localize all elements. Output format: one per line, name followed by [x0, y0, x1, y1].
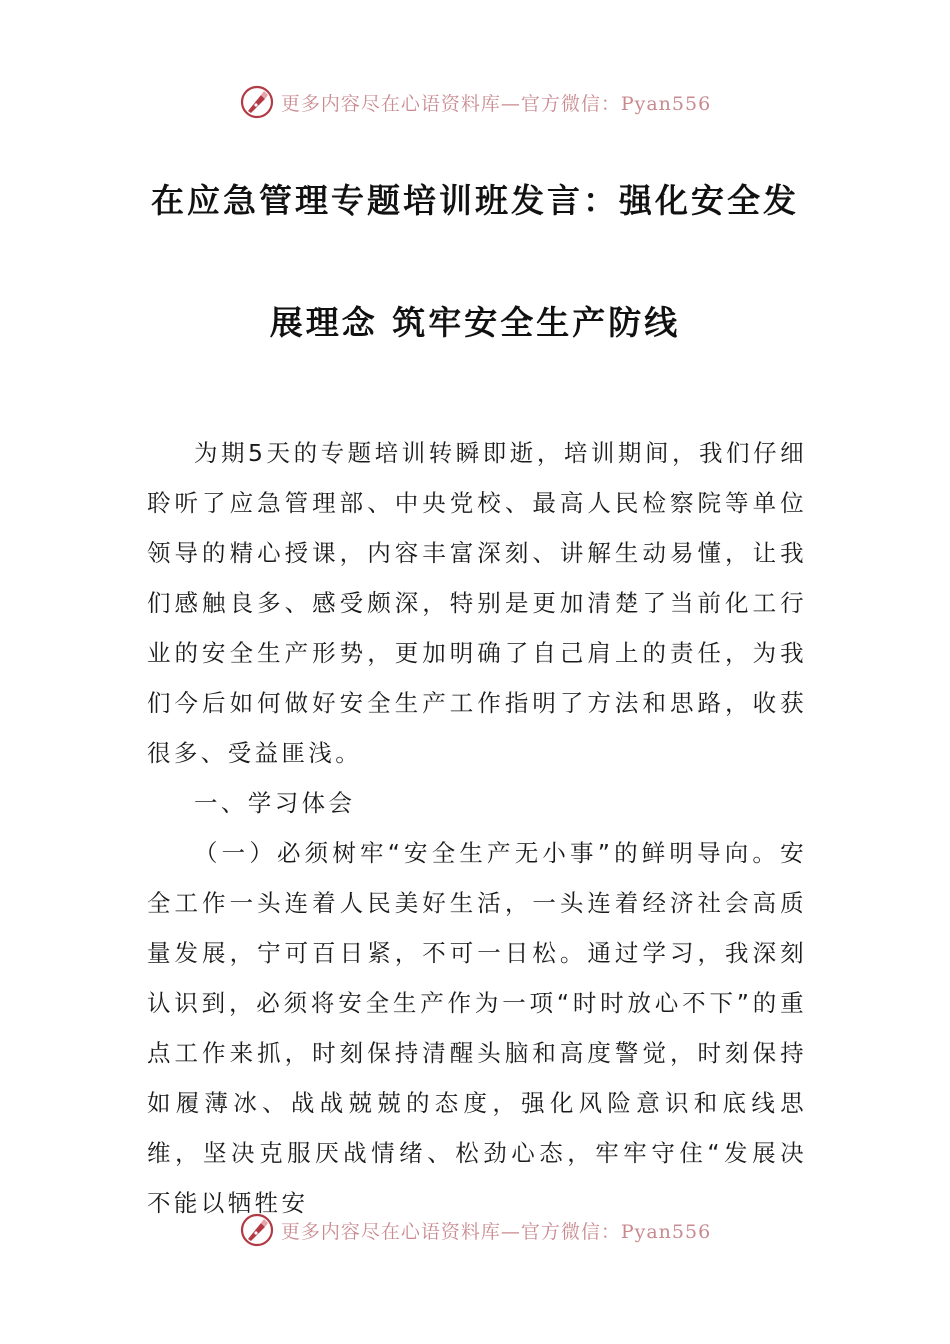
watermark-footer: [0, 1210, 950, 1250]
document-body: [147, 428, 807, 1228]
section-heading: 一、学习体会: [194, 789, 356, 817]
pen-nib-icon: [239, 1212, 275, 1248]
watermark-header: [0, 82, 950, 122]
pen-nib-icon: [239, 84, 275, 120]
subsection-paragraph: （一）必须树牢“安全生产无小事”的鲜明导向。安全工作一头连着人民美好生活，一头连着经济社会高质量发展，宁可百日紧，不可一日松。通过学习，我深刻认识到，必须将安全生产作为一项“时时放心不下”的重点工作来抓，时刻保持清醒头脑和高度警觉，时刻保持如履薄冰、战战兢兢的态度，强化风险意识和底线思维，坚决克服厌战情绪、松劲心态，牢牢守住“发展决不能以牺牲安: [147, 839, 807, 1217]
watermark-text: 更多内容尽在心语资料库—官方微信：Pyan556: [280, 92, 712, 115]
intro-paragraph: 为期5天的专题培训转瞬即逝，培训期间，我们仔细聆听了应急管理部、中央党校、最高人民检察院等单位领导的精心授课，内容丰富深刻、讲解生动易懂，让我们感触良多、感受颇深，特别是更加清楚了当前化工行业的安全生产形势，更加明确了自己肩上的责任，为我们今后如何做好安全生产工作指明了方法和思路，收获很多、受益匪浅。: [147, 439, 807, 767]
document-title-line-2: 展理念 筑牢安全生产防线: [269, 303, 681, 342]
document-title-line-1: 在应急管理专题培训班发言：强化安全发: [151, 181, 799, 220]
watermark-text: 更多内容尽在心语资料库—官方微信：Pyan556: [280, 1220, 712, 1243]
